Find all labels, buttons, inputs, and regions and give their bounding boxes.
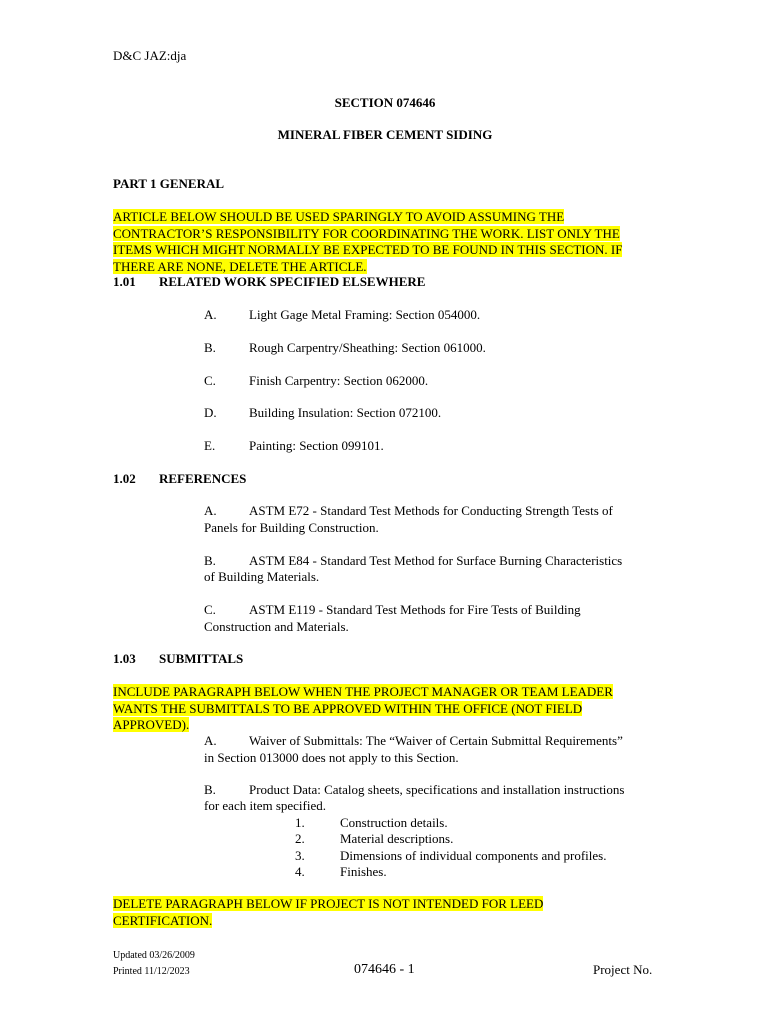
list-item-letter: E. xyxy=(204,438,216,453)
list-item-letter: B. xyxy=(204,782,216,797)
sublist-number: 4. xyxy=(295,864,305,879)
sublist-text: Finishes. xyxy=(340,864,387,879)
article-number: 1.01 xyxy=(113,274,136,289)
list-item-continuation: for each item specified. xyxy=(204,798,326,813)
list-item-text: Rough Carpentry/Sheathing: Section 061000. xyxy=(249,340,486,355)
list-item-text: Painting: Section 099101. xyxy=(249,438,384,453)
sublist-text: Construction details. xyxy=(340,815,448,830)
list-item-letter: A. xyxy=(204,733,217,748)
sublist-number: 3. xyxy=(295,848,305,863)
list-item-text: Product Data: Catalog sheets, specifications and installation instructions xyxy=(249,782,625,797)
list-item-text: ASTM E84 - Standard Test Method for Surface Burning Characteristics xyxy=(249,553,623,568)
editor-note-leed xyxy=(113,896,643,929)
list-item-text: ASTM E119 - Standard Test Methods for Fire Tests of Building xyxy=(249,602,581,617)
list-item-text: Waiver of Submittals: The “Waiver of Certain Submittal Requirements” xyxy=(249,733,623,748)
list-item-text: Light Gage Metal Framing: Section 054000. xyxy=(249,307,481,322)
sublist-number: 1. xyxy=(295,815,305,830)
editor-note-related xyxy=(113,209,643,275)
list-item-text: Building Insulation: Section 072100. xyxy=(249,405,442,420)
article-title: RELATED WORK SPECIFIED ELSEWHERE xyxy=(159,274,426,289)
list-item-letter: A. xyxy=(204,307,217,322)
list-item-letter: C. xyxy=(204,602,216,617)
article-number: 1.03 xyxy=(113,651,136,666)
list-item-text: Finish Carpentry: Section 062000. xyxy=(249,373,429,388)
part-heading: PART 1 GENERAL xyxy=(113,176,225,191)
page-number: 074646 - 1 xyxy=(354,962,415,977)
list-item-continuation: of Building Materials. xyxy=(204,569,320,584)
sublist-text: Dimensions of individual components and profiles. xyxy=(340,848,607,863)
article-title: SUBMITTALS xyxy=(159,651,244,666)
article-title: REFERENCES xyxy=(159,471,247,486)
list-item-letter: C. xyxy=(204,373,216,388)
header-initials: D&C JAZ:dja xyxy=(113,48,187,63)
editor-note-submittals xyxy=(113,684,643,734)
article-number: 1.02 xyxy=(113,471,136,486)
list-item-letter: A. xyxy=(204,503,217,518)
list-item-continuation: in Section 013000 does not apply to this Section. xyxy=(204,750,459,765)
list-item-letter: D. xyxy=(204,405,217,420)
section-title: MINERAL FIBER CEMENT SIDING xyxy=(277,127,493,142)
footer-updated: Updated 03/26/2009 xyxy=(113,950,195,961)
editor-note-text: ARTICLE BELOW SHOULD BE USED SPARINGLY TO AVOID ASSUMING THE CONTRACTOR’S RESPONSIBILITY FOR COORDINATING THE WORK. LIST ONLY THE ITEMS WHICH MIGHT NORMALLY BE EXPECTED TO BE FOUND IN THIS SECTION. IF THERE ARE NONE, DELETE THE ARTICLE. xyxy=(113,209,623,274)
section-number: SECTION 074646 xyxy=(334,95,436,110)
footer-project-number: Project No. xyxy=(593,962,653,977)
list-item-letter: B. xyxy=(204,553,216,568)
list-item-text: ASTM E72 - Standard Test Methods for Conducting Strength Tests of xyxy=(249,503,613,518)
editor-note-text: INCLUDE PARAGRAPH BELOW WHEN THE PROJECT MANAGER OR TEAM LEADER WANTS THE SUBMITTALS TO BE APPROVED WITHIN THE OFFICE (NOT FIELD APPROVED). xyxy=(113,684,613,732)
sublist-number: 2. xyxy=(295,831,305,846)
sublist-text: Material descriptions. xyxy=(340,831,454,846)
list-item-letter: B. xyxy=(204,340,216,355)
footer-printed: Printed 11/12/2023 xyxy=(113,966,190,977)
list-item-continuation: Construction and Materials. xyxy=(204,619,349,634)
editor-note-text: DELETE PARAGRAPH BELOW IF PROJECT IS NOT INTENDED FOR LEED CERTIFICATION. xyxy=(113,896,544,928)
list-item-continuation: Panels for Building Construction. xyxy=(204,520,379,535)
